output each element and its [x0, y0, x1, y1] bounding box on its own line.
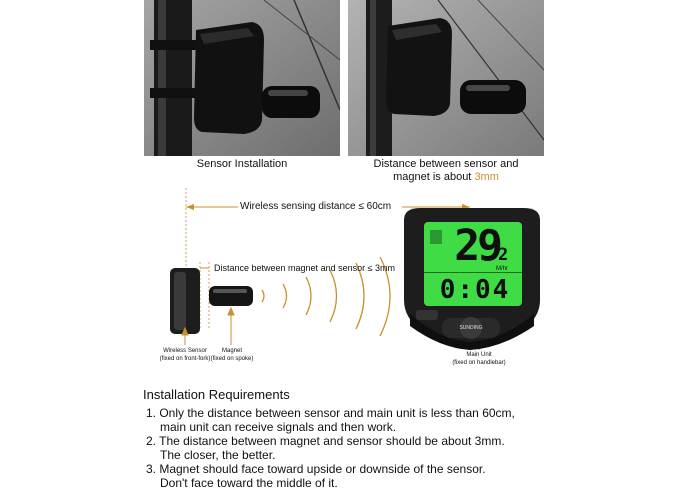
requirements-title: Installation Requirements — [143, 387, 290, 402]
requirement-line: Don't face toward the middle of it. — [160, 476, 338, 490]
main-unit-label-sub: (fixed on handlebar) — [452, 360, 506, 366]
requirement-item — [146, 462, 515, 490]
requirements-list — [146, 406, 515, 490]
requirement-item — [146, 406, 515, 434]
lcd-time: 0:04 — [439, 275, 511, 305]
sensor-label-title: Wireless Sensor — [163, 348, 207, 354]
magnet-label-title: Magnet — [221, 348, 242, 354]
brand-logo: SUNDING — [459, 325, 483, 331]
requirement-line: 1. Only the distance between sensor and main unit is less than 60cm, — [146, 406, 515, 420]
magnet-distance-label: Distance between magnet and sensor ≤ 3mm — [214, 263, 396, 273]
requirement-item — [146, 434, 515, 462]
sensor-installation-caption: Sensor Installation — [196, 158, 288, 170]
magnet-label — [207, 347, 257, 363]
requirement-line: 2. The distance between magnet and sensor should be about 3mm. — [146, 434, 505, 448]
distance-caption-highlight: 3mm — [474, 171, 499, 183]
main-unit-label-title: Main Unit — [466, 352, 492, 358]
lcd-speed-unit: M/hr — [496, 266, 508, 272]
sensor-label-sub: (fixed on front-fork) — [159, 356, 211, 362]
requirement-line: main unit can receive signals and then work. — [160, 420, 397, 434]
lcd-speed-decimal: 2 — [498, 245, 509, 265]
lcd-speed: 29 — [454, 221, 500, 271]
distance-caption-line2: magnet is about — [393, 171, 475, 183]
requirement-line: 3. Magnet should face toward upside or downside of the sensor. — [146, 462, 486, 476]
requirement-line: The closer, the better. — [160, 448, 276, 462]
magnet — [209, 286, 253, 306]
sensor-installation-photo — [144, 0, 340, 156]
wireless-sensor — [170, 268, 200, 334]
distance-caption-line1: Distance between sensor and — [373, 158, 519, 170]
sensor-magnet-distance-photo — [348, 0, 544, 156]
magnet-distance-dimension — [200, 262, 209, 330]
main-unit-label — [442, 351, 516, 367]
magnet-label-sub: (fixed on spoke) — [210, 356, 254, 362]
wireless-distance-label: Wireless sensing distance ≤ 60cm — [240, 201, 392, 212]
installation-diagram — [0, 180, 700, 380]
